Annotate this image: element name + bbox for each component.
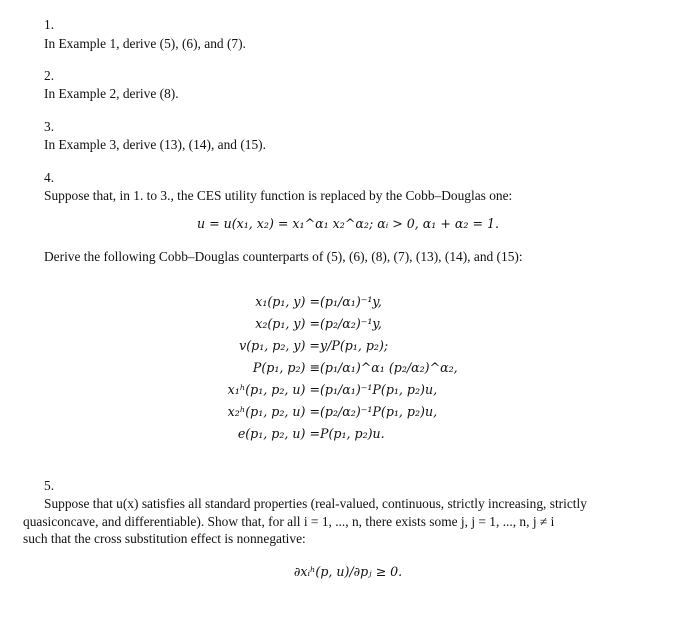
equation-lhs: x₁ʰ(p₁, p₂, u) =: [227, 382, 320, 397]
problem-2-number: 2.: [44, 68, 55, 83]
problem-1-text: In Example 1, derive (5), (6), and (7).: [44, 36, 246, 51]
equation-rhs: (p₁/α₁)⁻¹y,: [320, 294, 382, 309]
equation-row: [0, 404, 696, 422]
equation-rhs: (p₂/α₂)⁻¹P(p₁, p₂)u,: [320, 404, 438, 419]
cobb-douglas-utility-equation: u = u(x₁, x₂) = x₁^α₁ x₂^α₂; αᵢ > 0, α₁ + α₂ = 1.: [196, 216, 500, 231]
equation-rhs: P(p₁, p₂)u.: [320, 426, 385, 441]
problem-1-number: 1.: [44, 17, 55, 32]
equation-row: [0, 338, 696, 356]
problem-5-number: 5.: [44, 478, 55, 493]
problem-4-intro: Suppose that, in 1. to 3., the CES utility function is replaced by the Cobb–Douglas one:: [44, 188, 513, 203]
problem-5-line-2: quasiconcave, and differentiable). Show that, for all i = 1, ..., n, there exists some j, j = 1, ..., n, j ≠ i: [23, 514, 555, 529]
equation-lhs: P(p₁, p₂) ≡: [252, 360, 320, 375]
problem-5-line-3: such that the cross substitution effect is nonnegative:: [23, 531, 306, 546]
equation-rhs: y/P(p₁, p₂);: [320, 338, 389, 353]
equation-lhs: x₂(p₁, y) =: [255, 316, 320, 331]
equation-lhs: v(p₁, p₂, y) =: [239, 338, 320, 353]
problem-3-number: 3.: [44, 119, 55, 134]
problem-3-text: In Example 3, derive (13), (14), and (15).: [44, 137, 266, 152]
equation-lhs: e(p₁, p₂, u) =: [237, 426, 320, 441]
problem-5-line-1: Suppose that u(x) satisfies all standard properties (real-valued, continuous, strictly increasing, strictly: [44, 496, 587, 511]
problem-4-number: 4.: [44, 170, 55, 185]
equation-rhs: (p₂/α₂)⁻¹y,: [320, 316, 382, 331]
equation-lhs: x₁(p₁, y) =: [255, 294, 320, 309]
problem-4-derive-text: Derive the following Cobb–Douglas counterparts of (5), (6), (8), (7), (13), (14), and (15):: [44, 249, 523, 264]
equation-row: [0, 316, 696, 334]
cross-substitution-equation: ∂xᵢʰ(p, u)/∂pⱼ ≥ 0.: [293, 564, 403, 579]
problem-2-text: In Example 2, derive (8).: [44, 86, 179, 101]
equation-row: [0, 360, 696, 378]
equation-row: [0, 426, 696, 444]
equation-rhs: (p₁/α₁)⁻¹P(p₁, p₂)u,: [320, 382, 438, 397]
equation-row: [0, 294, 696, 312]
equation-row: [0, 382, 696, 400]
equation-lhs: x₂ʰ(p₁, p₂, u) =: [227, 404, 320, 419]
equation-rhs: (p₁/α₁)^α₁ (p₂/α₂)^α₂,: [320, 360, 458, 375]
